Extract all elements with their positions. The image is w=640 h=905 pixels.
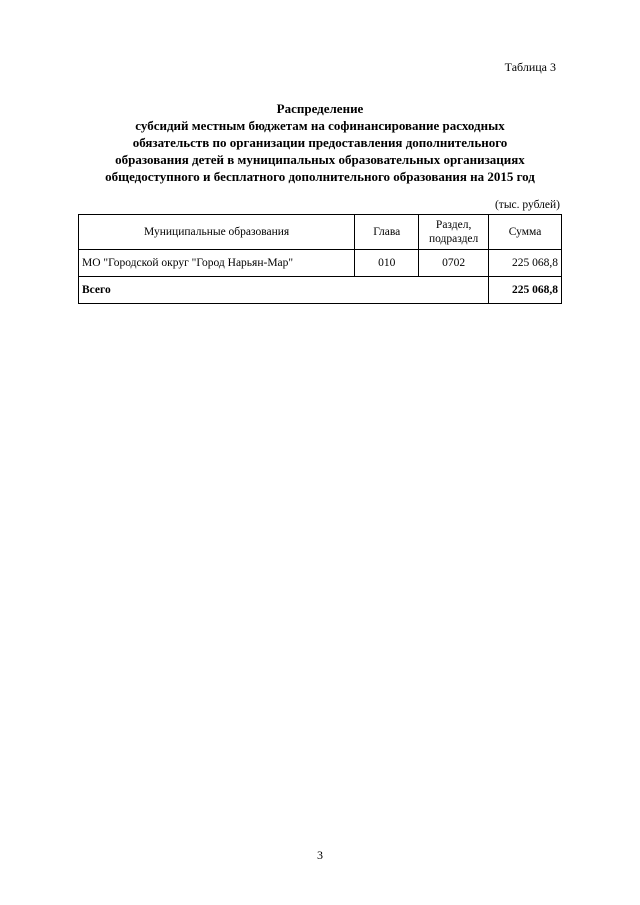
document-title [70, 100, 570, 185]
page-number: 3 [317, 848, 323, 862]
table-header-row [79, 215, 562, 250]
cell-section: 0702 [419, 250, 489, 277]
header-chapter: Глава [355, 215, 419, 250]
units-note: (тыс. рублей) [494, 199, 560, 211]
cell-sum: 225 068,8 [489, 250, 562, 277]
subsidy-table [78, 214, 562, 304]
title-line: субсидий местным бюджетам на софинансирование расходных [135, 118, 505, 133]
header-sum: Сумма [489, 215, 562, 250]
header-municipality: Муниципальные образования [79, 215, 355, 250]
total-sum: 225 068,8 [489, 277, 562, 304]
cell-chapter: 010 [355, 250, 419, 277]
title-line: образования детей в муниципальных образовательных организациях [115, 152, 525, 167]
table-row [79, 250, 562, 277]
table-total-row [79, 277, 562, 304]
header-section-line1: Раздел, [435, 219, 472, 231]
table-number: Таблица 3 [504, 60, 556, 74]
header-section [419, 215, 489, 250]
title-line: обязательств по организации предоставления дополнительного [132, 135, 508, 150]
header-section-line2: подраздел [428, 233, 479, 245]
total-label: Всего [79, 277, 489, 304]
title-line: Распределение [276, 101, 364, 116]
title-line: общедоступного и бесплатного дополнительного образования на 2015 год [105, 169, 535, 184]
cell-municipality: МО "Городской округ "Город Нарьян-Мар" [79, 250, 355, 277]
